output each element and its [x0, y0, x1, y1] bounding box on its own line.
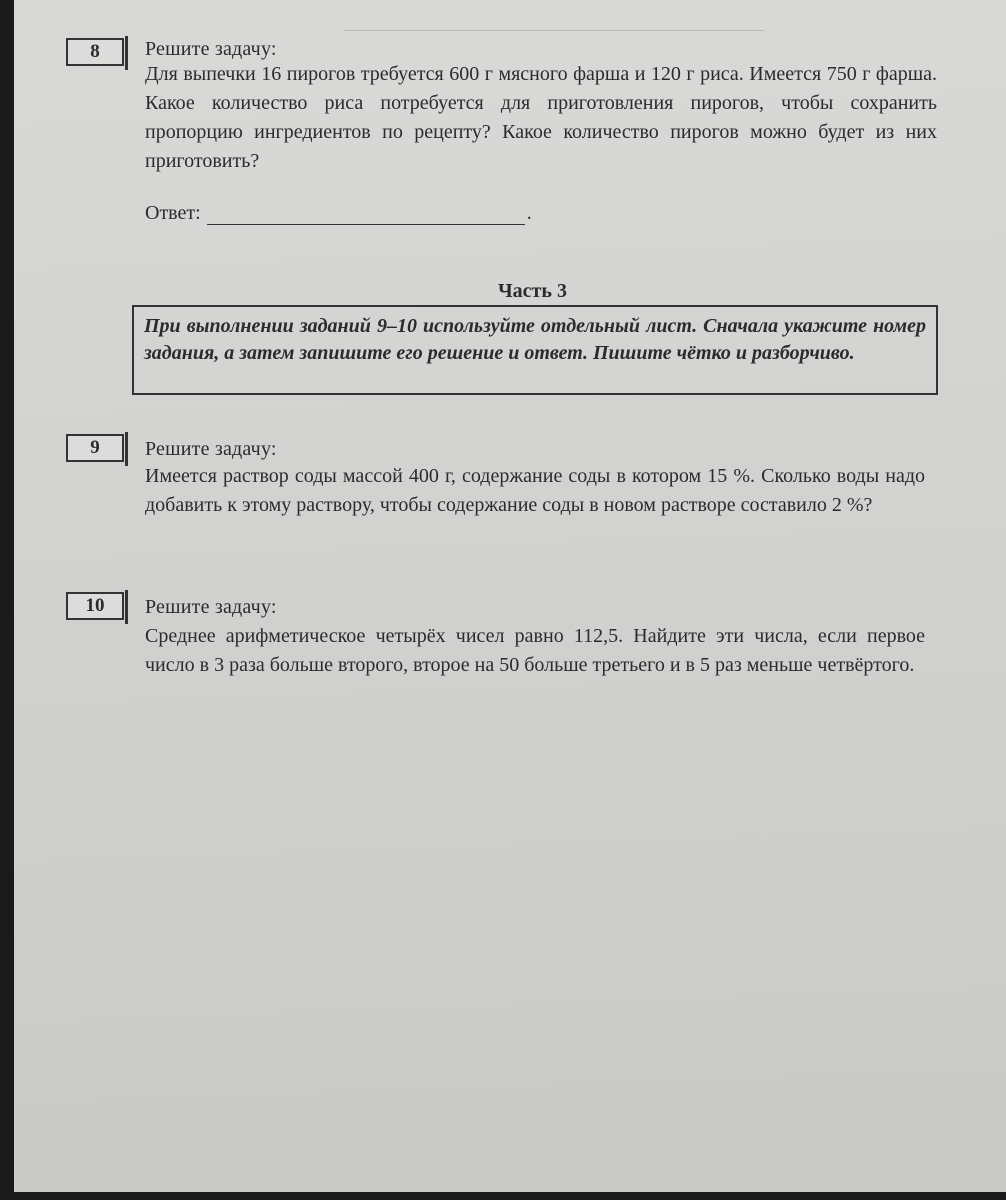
answer-dot: .: [526, 202, 532, 224]
task-10-text: Среднее арифметическое четырёх чисел равно 112,5. Найдите эти числа, если первое число в 3 раза больше второго, второе на 50 больше третьего и в 5 раз меньше четвёртого.: [145, 625, 925, 676]
part-3-title: Часть 3: [498, 280, 567, 302]
task-8-heading: Решите задачу:: [145, 38, 277, 60]
task-9-heading: Решите задачу:: [145, 438, 277, 460]
task-10-number-box: 10: [66, 592, 124, 620]
task-9-number-box: 9: [66, 434, 124, 462]
answer-line[interactable]: [207, 202, 525, 225]
task-8-number-box: 8: [66, 38, 124, 66]
answer-label: Ответ:: [145, 202, 201, 224]
task-9-text: Имеется раствор соды массой 400 г, содержание соды в котором 15 %. Сколько воды надо добавить к этому раствору, чтобы содержание соды в новом растворе составило 2 %?: [145, 465, 925, 516]
task-8-answer: [145, 202, 532, 225]
task-8-text: Для выпечки 16 пирогов требуется 600 г мясного фарша и 120 г риса. Имеется 750 г фарша. Какое количество риса потребуется для приготовления пирогов, чтобы сохранить пропорцию ингредиентов по рецепту? Какое количество пирогов можно будет из них приготовить?: [145, 63, 937, 172]
exam-sheet: [14, 0, 1006, 1192]
part-3-instruction-box: При выполнении заданий 9–10 используйте отдельный лист. Сначала укажите номер задания, а затем запишите его решение и ответ. Пишите чётко и разборчиво.: [132, 305, 938, 395]
top-rule: [344, 30, 764, 31]
task-10-heading: Решите задачу:: [145, 596, 277, 618]
